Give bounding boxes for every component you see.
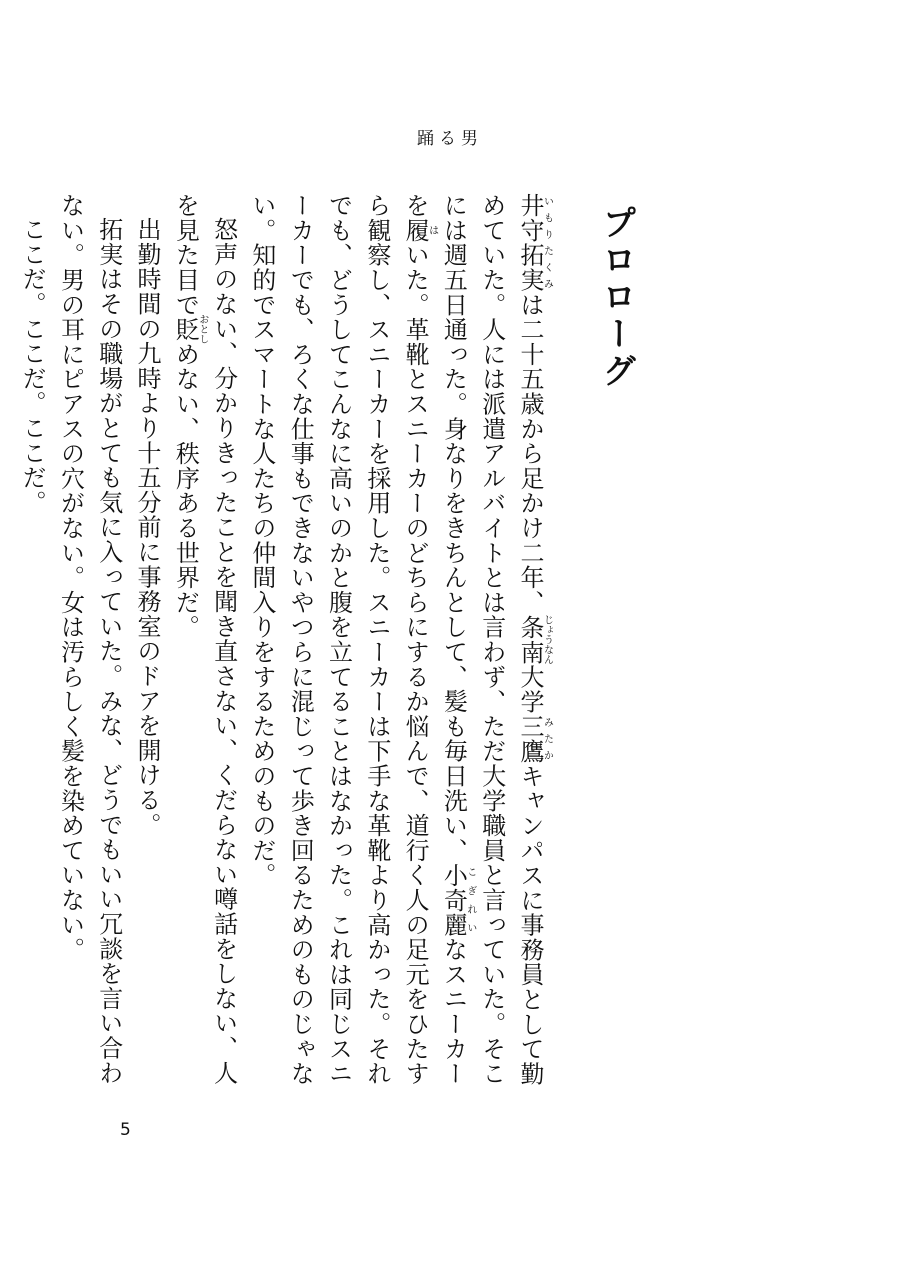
ruby-otoshi: 貶おとし: [171, 314, 208, 345]
page-number: 5: [120, 1120, 131, 1140]
ruby-kirei: 小奇麗こぎれい: [439, 862, 476, 938]
paragraph-1: 井守拓実いもりたくみは二十五歳から足かけ二年、条南じょうなん大学三鷹みたかキャンパスに事務員として勤めていた。人には派遣アルバイトとは言わず、ただ大学職員と言っていた。そこには週五日通った。身なりをきちんとして、髪も毎日洗い、小奇麗こぎれいなスニーカーを履はいた。革靴とスニーカーのどちらにするか悩んで、道行く人の足元をひたすら観察し、スニーカーを採用した。スニーカーは下手な革靴より高かった。それでも、どうしてこんなに高いのかと腹を立てることはなかった。これは同じスニーカーでも、ろくな仕事もできないやつらに混じって歩き回るためのものじゃない。知的でスマートな人たちの仲間入りをするためのものだ。: [247, 193, 553, 1087]
body-text: [18, 193, 553, 1108]
paragraph-5: ここだ。ここだ。ここだ。: [18, 217, 47, 515]
ruby-university: 条南じょうなん: [516, 614, 553, 665]
paragraph-2: 怒声のない、分かりきったことを聞き直さない、くだらない噂話をしない、人を見た目で貶おとしめない、秩序ある世界だ。: [171, 193, 238, 1085]
paragraph-3: 出勤時間の九時より十五分前に事務室のドアを開ける。: [133, 217, 162, 837]
ruby-haku: 履は: [401, 217, 438, 243]
running-header: 踊る男: [417, 129, 483, 149]
ruby-name: 井守拓実いもりたくみ: [516, 193, 553, 293]
ruby-campus: 三鷹みたか: [516, 714, 553, 764]
paragraph-4: 拓実はその職場がとても気に入っていた。みな、どうでもいい冗談を言い合わない。男の耳にピアスの穴がない。女は汚らしく髪を染めていない。: [56, 193, 123, 1085]
chapter-title: プロローグ: [596, 205, 636, 390]
